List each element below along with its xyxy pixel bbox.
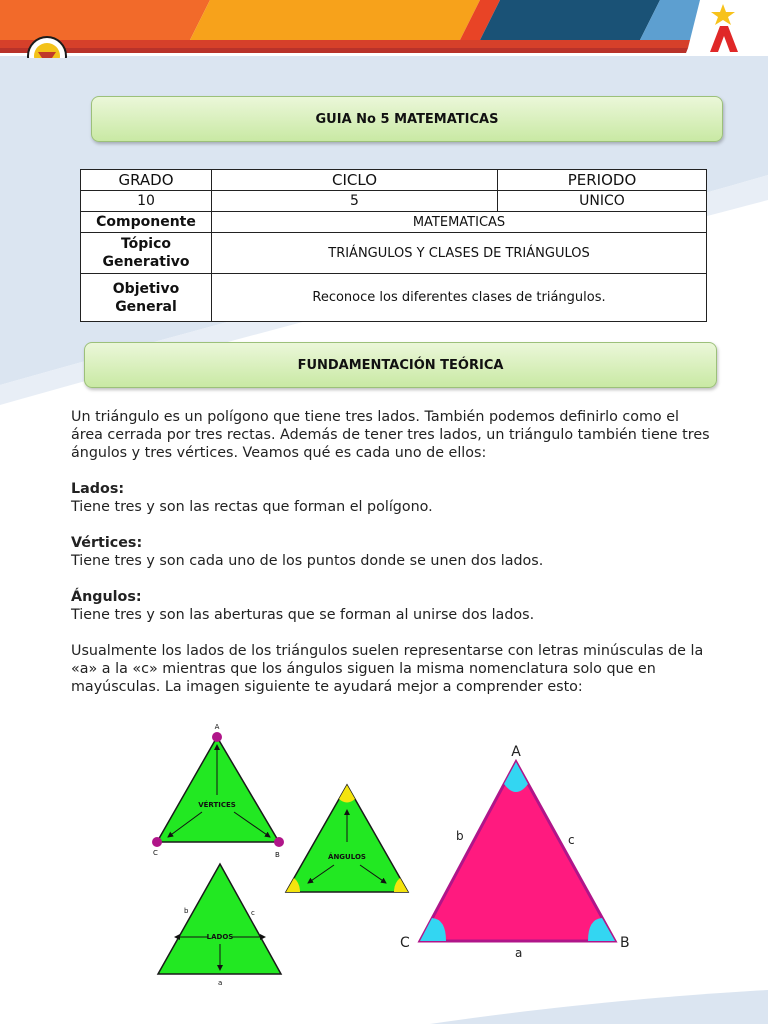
header-ciclo: CICLO xyxy=(212,170,498,191)
institution-logo xyxy=(700,2,746,54)
value-periodo: UNICO xyxy=(498,191,707,212)
triangle-side-a: a xyxy=(515,946,523,960)
lados-c-label: c xyxy=(251,909,255,917)
section-title-banner xyxy=(84,342,717,388)
header-grado: GRADO xyxy=(81,170,212,191)
vertices-label: VÉRTICES xyxy=(198,801,236,809)
vertices-a-label: A xyxy=(214,723,220,731)
triangle-vertex-b: B xyxy=(620,935,630,951)
term-angulos-text: Tiene tres y son las aberturas que se forman al unirse dos lados. xyxy=(71,607,535,623)
label-objetivo xyxy=(81,274,212,322)
vertices-b-label: B xyxy=(275,851,280,859)
vertex-dot-c xyxy=(152,837,162,847)
content-body xyxy=(71,408,711,714)
value-objetivo: Reconoce los diferentes clases de triángulos. xyxy=(212,274,707,322)
label-topico-line1: Tópico xyxy=(120,236,172,252)
value-componente: MATEMATICAS xyxy=(212,212,707,233)
term-lados-title: Lados: xyxy=(71,481,125,497)
closing-paragraph: Usualmente los lados de los triángulos suelen representarse con letras minúsculas de la «a» a la «c» mientras que los ángulos siguen la misma nomenclatura solo que en mayúsculas. La imagen siguiente te ayudará mejor a comprender esto: xyxy=(71,643,704,695)
angulos-label: ÁNGULOS xyxy=(328,853,366,861)
vertex-dot-b xyxy=(274,837,284,847)
angulos-triangle xyxy=(286,785,408,892)
triangle-vertex-a: A xyxy=(511,744,521,760)
triangle-vertex-c: C xyxy=(400,935,410,951)
value-ciclo: 5 xyxy=(212,191,498,212)
lados-label: LADOS xyxy=(206,933,234,941)
lados-b-label: b xyxy=(184,907,189,915)
value-topico: TRIÁNGULOS Y CLASES DE TRIÁNGULOS xyxy=(212,233,707,274)
triangles-illustration xyxy=(150,720,640,990)
term-lados-text: Tiene tres y son las rectas que forman el polígono. xyxy=(71,499,433,515)
label-componente: Componente xyxy=(81,212,212,233)
term-vertices xyxy=(71,534,711,570)
term-vertices-title: Vértices: xyxy=(71,535,143,551)
label-objetivo-line1: Objetivo xyxy=(112,280,180,297)
intro-paragraph: Un triángulo es un polígono que tiene tres lados. También podemos definirlo como el área cerrada por tres rectas. Además de tener tres lados, un triángulo también tiene tres ángulos y tres vértices. Veamos qué es cada uno de ellos: xyxy=(71,409,710,461)
header-periodo: PERIODO xyxy=(498,170,707,191)
label-topico-line2: Generativo xyxy=(102,254,190,270)
lados-triangle xyxy=(158,864,281,987)
term-angulos-title: Ángulos: xyxy=(71,589,142,605)
vertices-c-label: C xyxy=(153,849,158,857)
term-lados xyxy=(71,480,711,516)
header-band xyxy=(0,0,768,60)
school-logo xyxy=(26,28,68,58)
triangle-side-c: c xyxy=(568,833,575,847)
guide-title-banner xyxy=(91,96,723,142)
section-title: FUNDAMENTACIÓN TEÓRICA xyxy=(297,357,504,373)
label-topico xyxy=(81,233,212,274)
triangle-side-b: b xyxy=(456,829,464,843)
value-grado: 10 xyxy=(81,191,212,212)
labeled-triangle xyxy=(400,744,630,960)
vertices-triangle xyxy=(152,723,284,859)
info-table xyxy=(80,169,707,322)
term-vertices-text: Tiene tres y son cada uno de los puntos donde se unen dos lados. xyxy=(71,553,544,569)
term-angulos xyxy=(71,588,711,624)
guide-title: GUIA No 5 MATEMATICAS xyxy=(315,111,499,127)
label-objetivo-line2: General xyxy=(115,298,177,315)
vertex-dot-a xyxy=(212,732,222,742)
lados-a-label: a xyxy=(218,979,223,987)
